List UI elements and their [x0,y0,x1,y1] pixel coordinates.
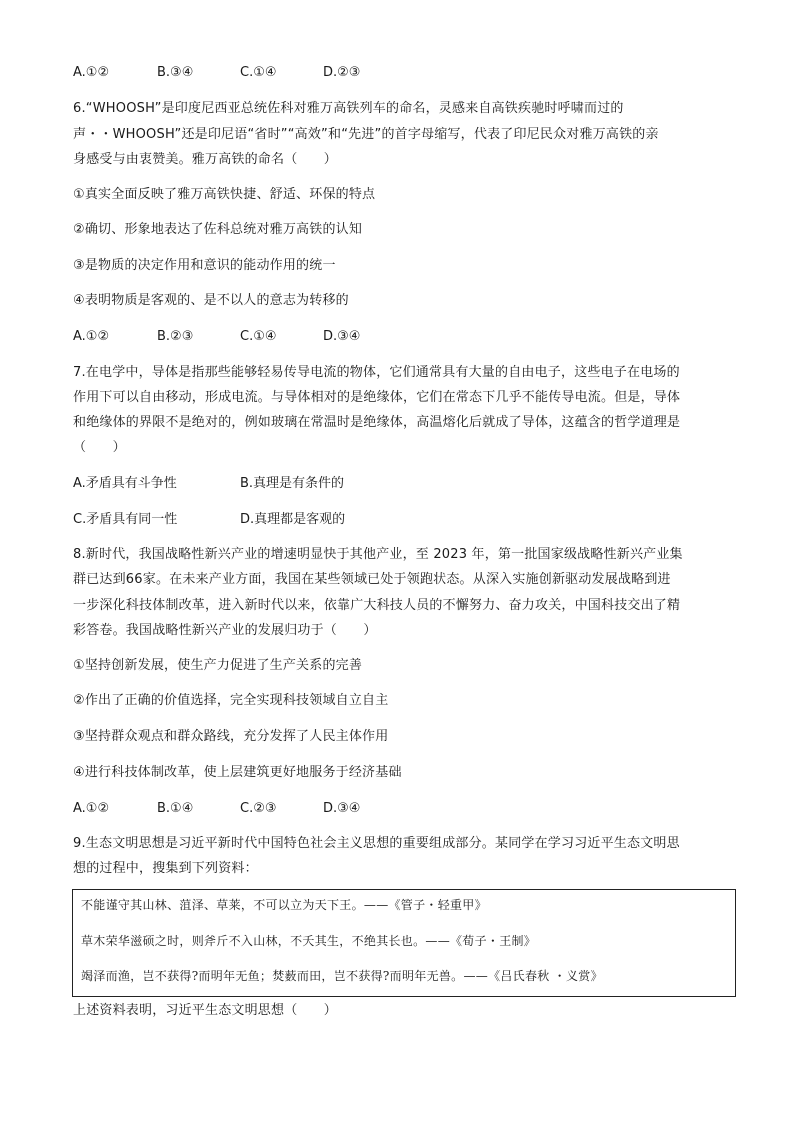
q6-statement-3: ③是物质的决定作用和意识的能动作用的统一 [73,258,336,273]
q7-option-d: D.真理都是客观的 [240,512,346,527]
q5-option-a: A.①② [73,65,110,80]
q9-stem-line: 9.生态文明思想是习近平新时代中国特色社会主义思想的重要组成部分。某同学在学习习近平生态文明思 [73,836,680,851]
q6-stem-line: 声・・WHOOSH”还是印尼语“省时”“高效”和“先进”的首字母缩写，代表了印尼民众对雅万高铁的亲 [73,127,659,142]
q8-option-a: A.①② [73,801,110,816]
q9-source-quote: 竭泽而渔，岂不获得?而明年无鱼；焚薮而田，岂不获得?而明年无兽。——《吕氏春秋 ・义赏》 [81,969,603,983]
q9-source-quote: 不能谨守其山林、菹泽、草莱，不可以立为天下王。——《管子・轻重甲》 [81,898,487,912]
q7-stem-line: 作用下可以自由移动，形成电流。与导体相对的是绝缘体，它们在常态下几乎不能传导电流。但是，导体 [73,390,681,405]
q9-stem-end: 上述资料表明，习近平生态文明思想（ ） [73,1003,338,1018]
q8-stem-line: 群已达到66家。在未来产业方面，我国在某些领域已处于领跑状态。从深入实施创新驱动发展战略到进 [73,572,671,587]
q9-stem-line: 想的过程中，搜集到下列资料： [73,861,258,876]
q8-statement-4: ④进行科技体制改革，使上层建筑更好地服务于经济基础 [73,765,402,780]
q8-option-b: B.①④ [157,801,194,816]
q6-option-c: C.①④ [240,329,277,344]
q6-stem-line: 6.“WHOOSH”是印度尼西亚总统佐科对雅万高铁列车的命名，灵感来自高铁疾驰时呼啸而过的 [73,101,624,116]
q7-stem-line: 和绝缘体的界限不是绝对的，例如玻璃在常温时是绝缘体，高温熔化后就成了导体，这蕴含的哲学道理是 [73,415,681,430]
q6-option-a: A.①② [73,329,110,344]
q5-option-b: B.③④ [157,65,194,80]
q6-stem-line: 身感受与由衷赞美。雅万高铁的命名（ ） [73,152,338,167]
q5-option-c: C.①④ [240,65,277,80]
q6-statement-2: ②确切、形象地表达了佐科总统对雅万高铁的认知 [73,222,363,237]
q7-option-b: B.真理是有条件的 [240,476,345,491]
q8-statement-1: ①坚持创新发展，使生产力促进了生产关系的完善 [73,658,363,673]
q8-statement-3: ③坚持群众观点和群众路线，充分发挥了人民主体作用 [73,729,389,744]
q9-source-box [72,889,736,997]
q8-option-d: D.③④ [323,801,361,816]
q9-source-quote: 草木荣华滋硕之时，则斧斤不入山林，不夭其生，不绝其长也。——《荀子・王制》 [81,934,537,948]
q7-option-a: A.矛盾具有斗争性 [73,476,177,491]
q6-statement-4: ④表明物质是客观的、是不以人的意志为转移的 [73,293,349,308]
q6-option-d: D.③④ [323,329,361,344]
q8-stem-line: 8.新时代，我国战略性新兴产业的增速明显快于其他产业，至 2023 年，第一批国家级战略性新兴产业集 [73,547,683,562]
q8-stem-line: 彩答卷。我国战略性新兴产业的发展归功于（ ） [73,623,377,638]
q6-statement-1: ①真实全面反映了雅万高铁快捷、舒适、环保的特点 [73,187,376,202]
q7-stem-line: （ ） [73,440,126,455]
q8-option-c: C.②③ [240,801,277,816]
q8-stem-line: 一步深化科技体制改革，进入新时代以来，依靠广大科技人员的不懈努力、奋力攻关，中国科技交出了精 [73,598,681,613]
q7-stem-line: 7.在电学中，导体是指那些能够轻易传导电流的物体，它们通常具有大量的自由电子，这些电子在电场的 [73,365,680,380]
q8-statement-2: ②作出了正确的价值选择，完全实现科技领域自立自主 [73,693,389,708]
q6-option-b: B.②③ [157,329,194,344]
q7-option-c: C.矛盾具有同一性 [73,512,178,527]
q5-option-d: D.②③ [323,65,361,80]
